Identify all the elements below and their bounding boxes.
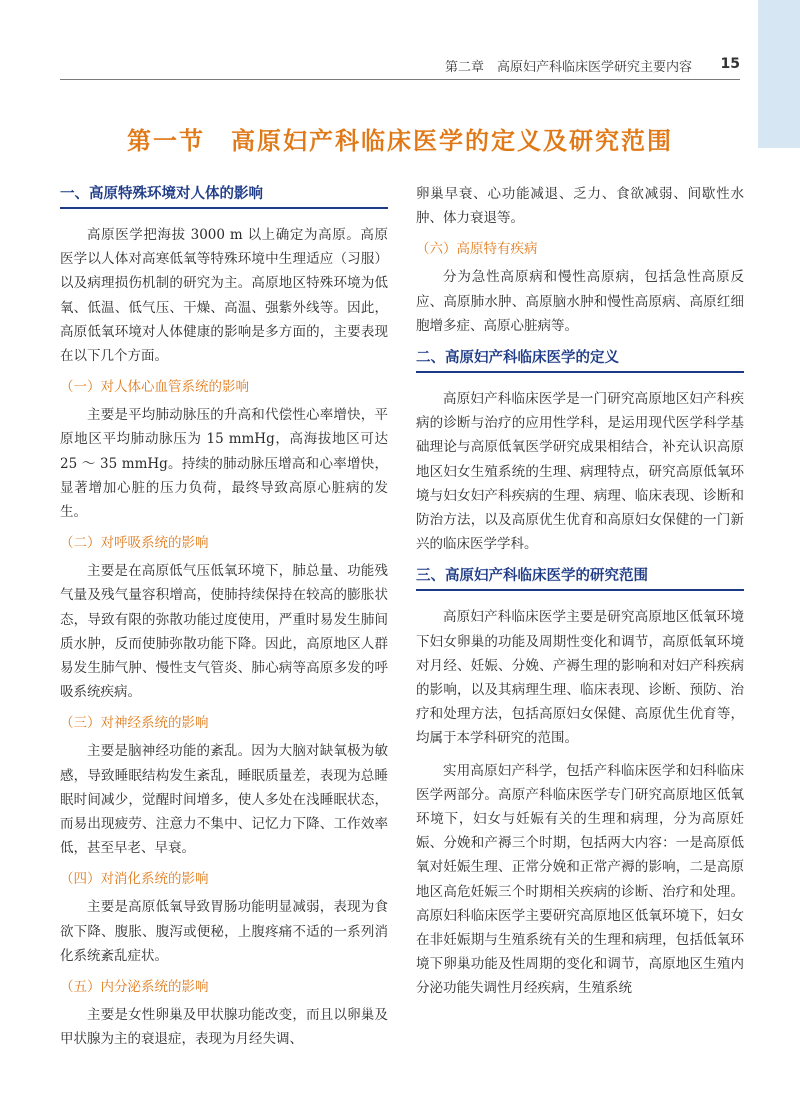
paragraph-endocrine-continued: 卵巢早衰、心功能减退、乏力、食欲减弱、间歇性水肿、体力衰退等。 bbox=[416, 186, 744, 227]
paragraph-scope-1: 高原妇产科临床医学主要是研究高原地区低氧环境下妇女卵巢的功能及周期性变化和调节，高原低氧环境对月经、妊娠、分娩、产褥生理的影响和对妇产科疾病的影响，以及其病理生理、临床表现、诊断、预防、治疗和处理方法，包括高原妇女保健、高原优生优育等，均属于本学科研究的范围。 bbox=[416, 609, 744, 747]
left-column bbox=[60, 182, 388, 1059]
paragraph-scope-2: 实用高原妇产科学，包括产科临床医学和妇科临床医学两部分。高原产科临床医学专门研究高原地区低氧环境下，妇女与妊娠有关的生理和病理，分为高原妊娠、分娩和产褥三个时期，包括两大内容：一是高原低氧对妊娠生理、正常分娩和正常产褥的影响，二是高原地区高危妊娠三个时期相关疾病的诊断、治疗和处理。高原妇科临床医学主要研究高原地区低氧环境下，妇女在非妊娠期与生殖系统有关的生理和病理，包括低氧环境下卵巢功能及性周期的变化和调节，高原地区生殖内分泌功能失调性月经疾病，生殖系统 bbox=[416, 762, 744, 997]
subheading-cardiovascular: （一）对人体心血管系统的影响 bbox=[60, 379, 249, 396]
section-title: 第一节 高原妇产科临床医学的定义及研究范围 bbox=[127, 127, 673, 155]
running-header bbox=[60, 56, 740, 78]
subheading-endocrine: （五）内分泌系统的影响 bbox=[60, 979, 209, 996]
paragraph-definition: 高原妇产科临床医学是一门研究高原地区妇产科疾病的诊断与治疗的应用性学科，是运用现代医学科学基础理论与高原低氧医学研究成果相结合，补充认识高原地区妇女生殖系统的生理、病理特点，研究高原低氧环境与妇女妇产科疾病的生理、病理、临床表现、诊断和防治方法，以及高原优生优育和高原妇女保健的一门新兴的临床医学学科。 bbox=[416, 391, 744, 553]
paragraph-altitude-diseases: 分为急性高原病和慢性高原病，包括急性高原反应、高原肺水肿、高原脑水肿和慢性高原病、高原红细胞增多症、高原心脏病等。 bbox=[416, 269, 744, 334]
heading-definition: 二、高原妇产科临床医学的定义 bbox=[416, 346, 744, 373]
right-column bbox=[416, 182, 744, 1009]
subheading-respiratory: （二）对呼吸系统的影响 bbox=[60, 535, 209, 552]
heading-environment: 一、高原特殊环境对人体的影响 bbox=[60, 182, 388, 209]
subheading-nervous: （三）对神经系统的影响 bbox=[60, 715, 209, 732]
subheading-digestive: （四）对消化系统的影响 bbox=[60, 871, 209, 888]
paragraph-nervous: 主要是脑神经功能的紊乱。因为大脑对缺氧极为敏感，导致睡眠结构发生紊乱，睡眠质量差，表现为总睡眠时间减少，觉醒时间增多，使人多处在浅睡眠状态，而易出现疲劳、注意力不集中、记忆力下降、工作效率低，甚至早老、早衰。 bbox=[60, 743, 388, 857]
paragraph-respiratory: 主要是在高原低气压低氧环境下，肺总量、功能残气量及残气量容积增高，使肺持续保持在较高的膨胀状态，导致有限的弥散功能过度使用，严重时易发生肺间质水肿，反而使肺弥散功能下降。因此，高原地区人群易发生肺气肿、慢性支气管炎、肺心病等高原多发的呼吸系统疾病。 bbox=[60, 563, 388, 701]
paragraph-endocrine: 主要是女性卵巢及甲状腺功能改变，而且以卵巢及甲状腺为主的衰退症，表现为月经失调、 bbox=[60, 1007, 388, 1048]
heading-scope: 三、高原妇产科临床医学的研究范围 bbox=[416, 564, 744, 591]
subheading-altitude-diseases: （六）高原特有疾病 bbox=[416, 241, 538, 258]
paragraph-intro: 高原医学把海拔 3000 m 以上确定为高原。高原医学以人体对高寒低氧等特殊环境中生理适应（习服）以及病理损伤机制的研究为主。高原地区特殊环境为低氧、低温、低气压、干燥、高温、强紫外线等。因此，高原低氧环境对人体健康的影响是多方面的，主要表现在以下几个方面。 bbox=[60, 227, 388, 365]
paragraph-digestive: 主要是高原低氧导致胃肠功能明显减弱，表现为食欲下降、腹胀、腹泻或便秘，上腹疼痛不适的一系列消化系统紊乱症状。 bbox=[60, 899, 388, 964]
chapter-title: 第二章 高原妇产科临床医学研究主要内容 bbox=[444, 60, 692, 75]
paragraph-cardiovascular: 主要是平均肺动脉压的升高和代偿性心率增快，平原地区平均肺动脉压为 15 mmHg，高海拔地区可达 25 ～ 35 mmHg。持续的肺动脉压增高和心率增快，显著增加心脏的压力负荷，最终导致高原心脏病的发生。 bbox=[60, 407, 388, 521]
page-number: 15 bbox=[720, 56, 740, 72]
header-rule bbox=[60, 79, 740, 80]
